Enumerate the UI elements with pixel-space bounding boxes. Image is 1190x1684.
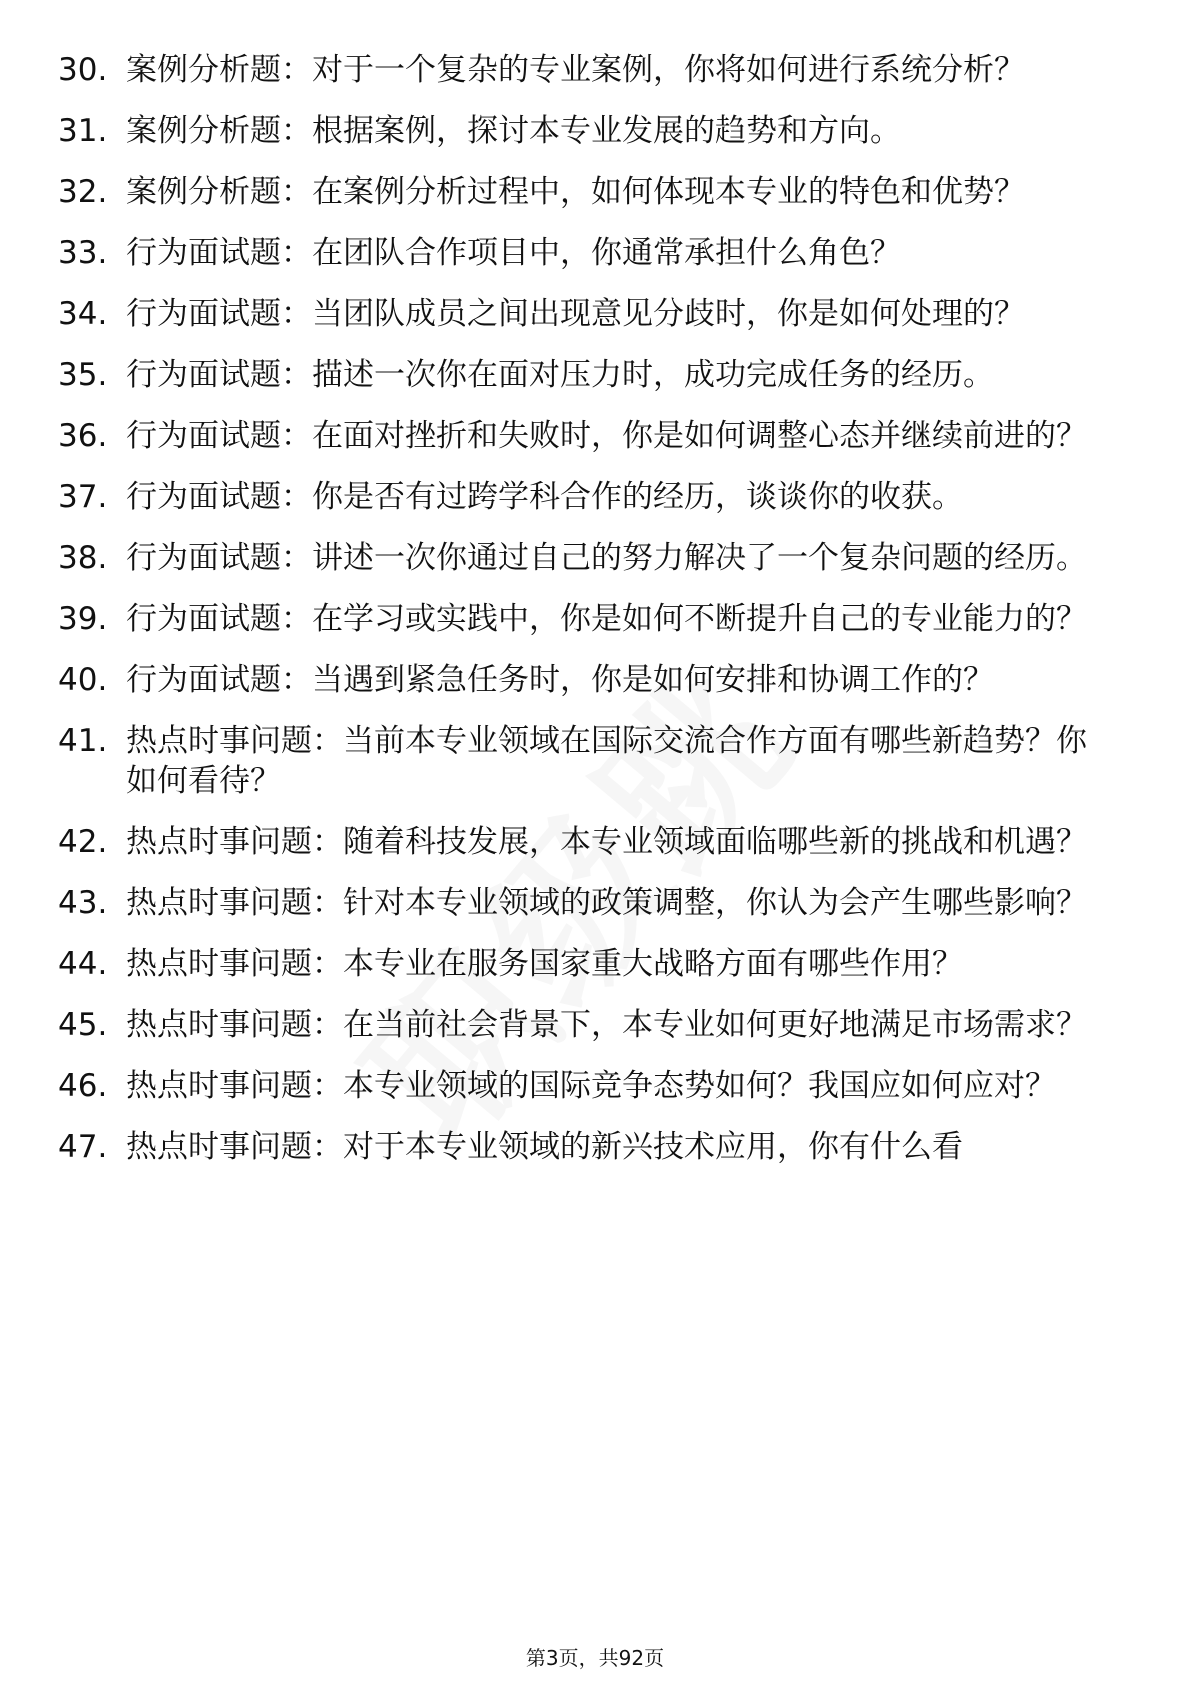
list-item <box>58 477 1098 517</box>
question-text: 行为面试题：当团队成员之间出现意见分歧时，你是如何处理的？ <box>126 296 1025 332</box>
question-text: 热点时事问题：针对本专业领域的政策调整，你认为会产生哪些影响？ <box>126 885 1087 921</box>
question-text: 行为面试题：你是否有过跨学科合作的经历，谈谈你的收获。 <box>126 479 963 515</box>
question-text: 案例分析题：对于一个复杂的专业案例，你将如何进行系统分析？ <box>126 52 1025 88</box>
question-number: 47. <box>58 1129 108 1165</box>
question-text: 热点时事问题：在当前社会背景下，本专业如何更好地满足市场需求？ <box>126 1007 1087 1043</box>
question-list <box>58 50 1098 1188</box>
question-number: 37. <box>58 479 108 515</box>
question-number: 43. <box>58 885 108 921</box>
question-text: 热点时事问题：当前本专业领域在国际交流合作方面有哪些新趋势？你如何看待？ <box>126 723 1087 799</box>
list-item <box>58 233 1098 273</box>
list-item <box>58 883 1098 923</box>
question-text: 热点时事问题：随着科技发展，本专业领域面临哪些新的挑战和机遇？ <box>126 824 1087 860</box>
question-number: 41. <box>58 723 108 759</box>
question-number: 46. <box>58 1068 108 1104</box>
list-item <box>58 111 1098 151</box>
list-item <box>58 1005 1098 1045</box>
question-text: 热点时事问题：对于本专业领域的新兴技术应用，你有什么看 <box>126 1129 963 1165</box>
question-text: 热点时事问题：本专业在服务国家重大战略方面有哪些作用？ <box>126 946 963 982</box>
list-item <box>58 1066 1098 1106</box>
question-number: 36. <box>58 418 108 454</box>
question-text: 案例分析题：在案例分析过程中，如何体现本专业的特色和优势？ <box>126 174 1025 210</box>
question-number: 32. <box>58 174 108 210</box>
list-item <box>58 599 1098 639</box>
question-number: 44. <box>58 946 108 982</box>
list-item <box>58 1127 1098 1167</box>
question-text: 热点时事问题：本专业领域的国际竞争态势如何？我国应如何应对？ <box>126 1068 1056 1104</box>
question-number: 30. <box>58 52 108 88</box>
list-item <box>58 355 1098 395</box>
question-number: 45. <box>58 1007 108 1043</box>
question-text: 行为面试题：在面对挫折和失败时，你是如何调整心态并继续前进的？ <box>126 418 1087 454</box>
list-item <box>58 294 1098 334</box>
question-text: 案例分析题：根据案例，探讨本专业发展的趋势和方向。 <box>126 113 901 149</box>
question-text: 行为面试题：讲述一次你通过自己的努力解决了一个复杂问题的经历。 <box>126 540 1087 576</box>
question-text: 行为面试题：在团队合作项目中，你通常承担什么角色？ <box>126 235 901 271</box>
question-number: 35. <box>58 357 108 393</box>
question-number: 34. <box>58 296 108 332</box>
question-number: 39. <box>58 601 108 637</box>
question-text: 行为面试题：在学习或实践中，你是如何不断提升自己的专业能力的？ <box>126 601 1087 637</box>
question-number: 38. <box>58 540 108 576</box>
question-text: 行为面试题：描述一次你在面对压力时，成功完成任务的经历。 <box>126 357 994 393</box>
page-footer: 第3页，共92页 <box>525 1646 665 1670</box>
question-number: 33. <box>58 235 108 271</box>
list-item <box>58 416 1098 456</box>
list-item <box>58 538 1098 578</box>
list-item <box>58 822 1098 862</box>
list-item <box>58 944 1098 984</box>
question-text: 行为面试题：当遇到紧急任务时，你是如何安排和协调工作的？ <box>126 662 994 698</box>
list-item <box>58 721 1098 801</box>
question-number: 42. <box>58 824 108 860</box>
list-item <box>58 50 1098 90</box>
question-number: 40. <box>58 662 108 698</box>
list-item <box>58 172 1098 212</box>
question-number: 31. <box>58 113 108 149</box>
list-item <box>58 660 1098 700</box>
